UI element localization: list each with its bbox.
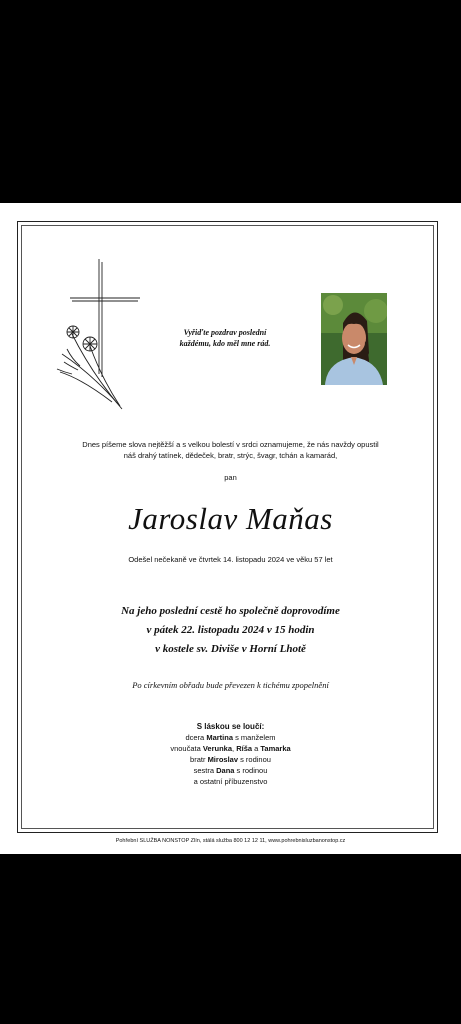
portrait-photo <box>321 293 387 385</box>
mourners-list <box>0 721 461 787</box>
honorific: pan <box>224 473 237 482</box>
funeral-service-footer: Pohřební SLUŽBA NONSTOP Zlín, stálá služba 800 12 12 11, www.pohrebnisluzbanonstop.cz <box>115 838 346 844</box>
mourner-row: vnoučata Verunka, Ríša a Tamarka <box>170 744 291 753</box>
mourners-heading: S láskou se loučí: <box>196 722 265 731</box>
announcement-text: Dnes píšeme slova nejtěžší a s velkou bolestí v srdci oznamujeme, že nás navždy opustil náš drahý tatínek, dědeček, bratr, strýc, švagr, tchán a kamarád, <box>82 440 379 460</box>
farewell-quote: Vyřiďte pozdrav poslední každému, kdo měl mne rád. <box>179 328 271 348</box>
mourner-row: sestra Dana s rodinou <box>193 766 268 775</box>
deceased-name: Jaroslav Maňas <box>128 501 333 536</box>
funeral-details: Na jeho poslední cestě ho společně doprovodíme v pátek 22. listopadu 2024 v 15 hodin v kostele sv. Diviše v Horní Lhotě <box>121 605 340 655</box>
mourner-row: a ostatní příbuzenstvo <box>193 777 268 786</box>
cremation-note: Po církevním obřadu bude převezen k tichému zpopelnění <box>132 680 329 690</box>
mourner-row: dcera Martina s manželem <box>185 733 276 742</box>
obituary-sheet <box>0 203 461 854</box>
death-date: Odešel nečekaně ve čtvrtek 14. listopadu 2024 ve věku 57 let <box>128 555 333 564</box>
mourner-row: bratr Miroslav s rodinou <box>190 755 271 764</box>
cross-with-flowers-icon <box>52 254 147 414</box>
